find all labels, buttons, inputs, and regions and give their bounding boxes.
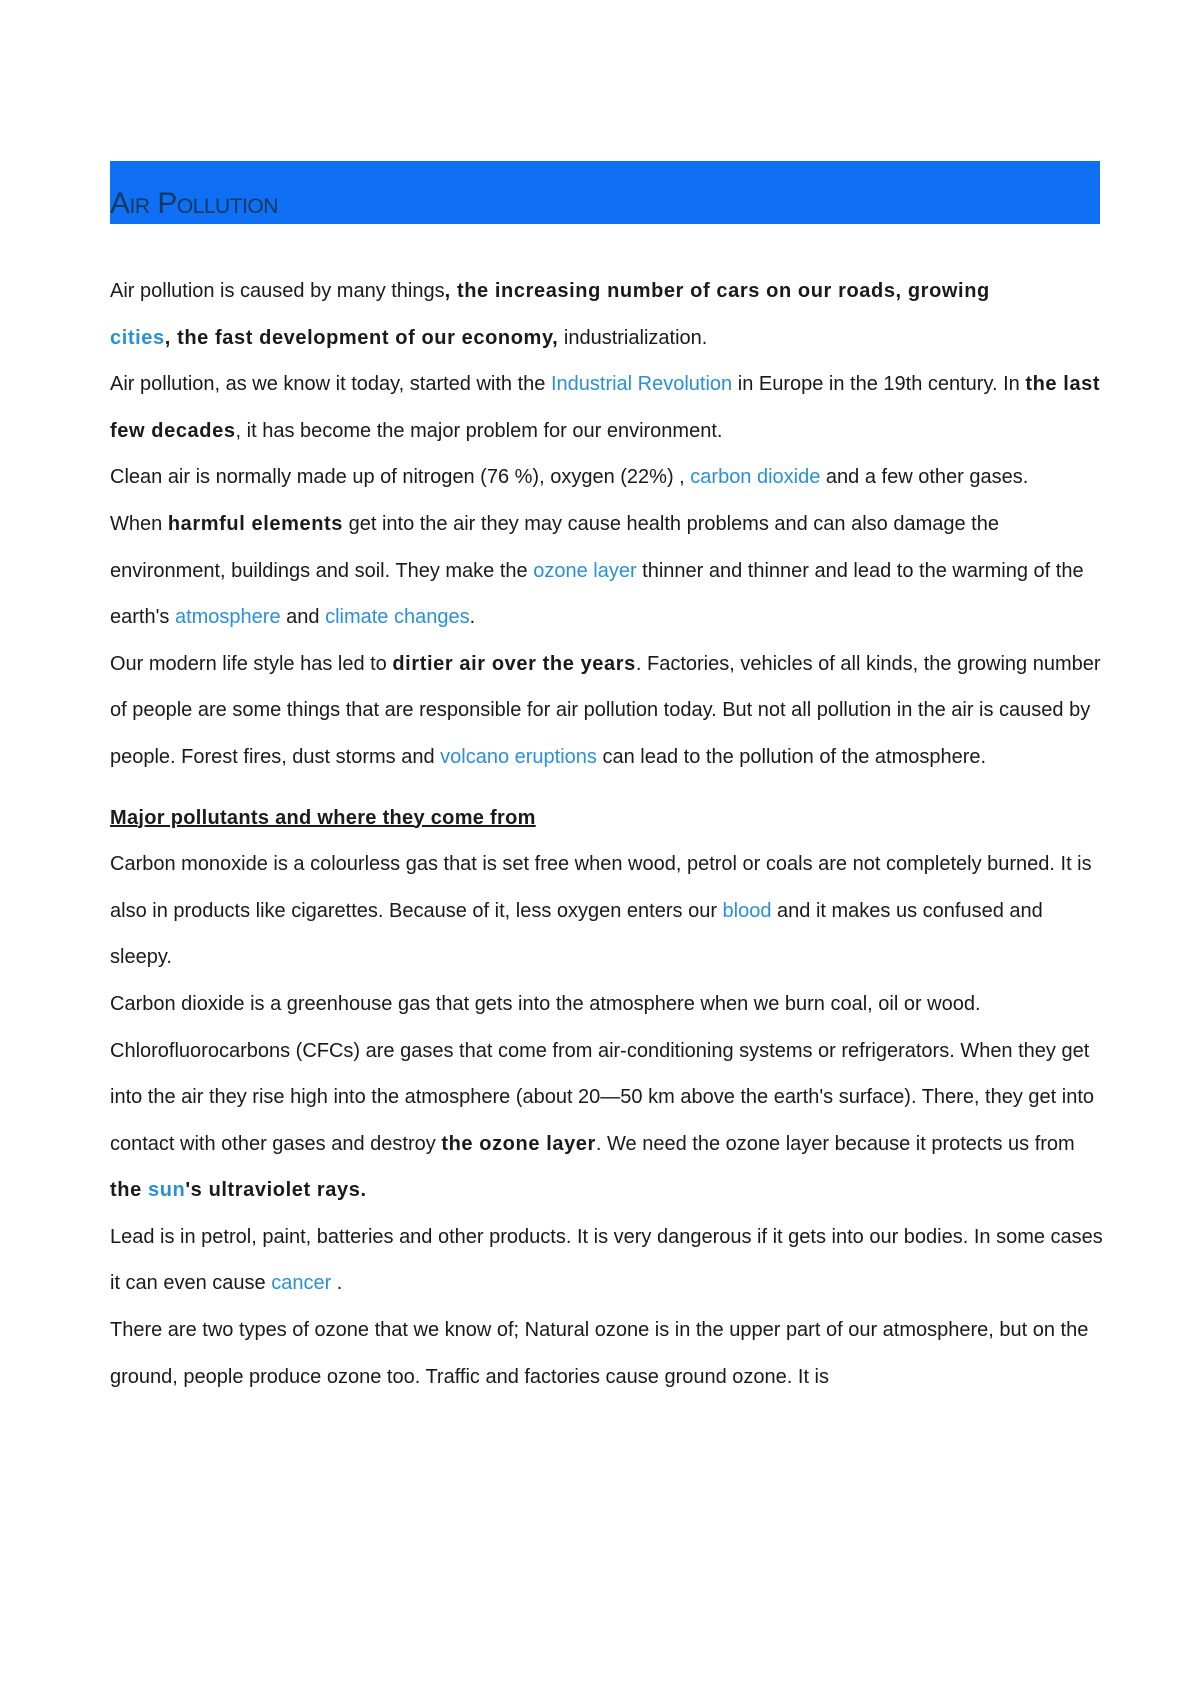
keyword-link-volcano-eruptions[interactable]: volcano eruptions	[440, 745, 597, 768]
keyword-link-climate-changes[interactable]: climate changes	[325, 606, 470, 629]
keyword-link-cities[interactable]: cities	[110, 326, 165, 349]
text-span: .	[331, 1272, 343, 1295]
bold-text: the	[110, 1179, 148, 1202]
bold-text: , the fast development of our economy,	[164, 326, 559, 349]
keyword-link-carbon-dioxide[interactable]: carbon dioxide	[690, 466, 821, 489]
text-span: .	[469, 606, 476, 629]
bold-text: the ozone layer	[441, 1132, 596, 1155]
title-bar	[110, 161, 1100, 224]
text-span: Air pollution, as we know it today, started with the	[110, 373, 551, 396]
text-span: When	[110, 512, 168, 535]
bold-text: 's ultraviolet rays.	[185, 1179, 367, 1202]
text-span: Our modern life style has led to	[110, 652, 393, 675]
paragraph-carbon-dioxide: Carbon dioxide is a greenhouse gas that gets into the atmosphere when we burn coal, oil or wood.	[110, 992, 981, 1015]
keyword-link-sun[interactable]: sun	[147, 1179, 186, 1202]
paragraph-ozone-types: There are two types of ozone that we know of; Natural ozone is in the upper part of our atmosphere, but on the ground, people produce ozone too. Traffic and factories cause ground ozone. It is	[110, 1319, 1089, 1388]
text-span: and	[280, 606, 326, 629]
paragraph-carbon-monoxide	[110, 841, 1106, 981]
text-span: Lead is in petrol, paint, batteries and other products. It is very dangerous if it gets into our bodies. In some cases it can even cause	[110, 1225, 1103, 1295]
paragraph-modern-life	[110, 641, 1106, 781]
text-span: . Factories, vehicles of all kinds, the growing number of people are some things that are responsible for air pollution today. But not all pollution in the air is caused by people. Forest fires, dust storms and	[110, 652, 1101, 768]
paragraph-history	[110, 361, 1106, 454]
text-span: thinner and thinner and lead to the warming of the earth's	[110, 559, 1084, 629]
text-span: in Europe in the 19th century. In	[732, 373, 1026, 396]
text-span: and a few other gases.	[820, 466, 1029, 489]
paragraph-clean-air	[110, 454, 1106, 501]
text-span: can lead to the pollution of the atmosphere.	[596, 745, 987, 768]
text-span: industrialization.	[558, 326, 708, 349]
text-span: Carbon monoxide is a colourless gas that is set free when wood, petrol or coals are not completely burned. It is also in products like cigarettes. Because of it, less oxygen enters our	[110, 853, 1092, 922]
bold-text: , the increasing number of cars on our roads, growing	[444, 280, 990, 302]
keyword-link-atmosphere[interactable]: atmosphere	[174, 606, 281, 629]
section-heading: Major pollutants and where they come from	[110, 806, 536, 829]
bold-text: the last few decades	[110, 373, 1101, 442]
text-span: , it has become the major problem for our environment.	[235, 419, 723, 442]
paragraph-causes	[110, 268, 1106, 361]
keyword-link-industrial-revolution[interactable]: Industrial Revolution	[550, 373, 733, 396]
text-span: get into the air they may cause health problems and can also damage the environment, buildings and soil. They make the	[110, 512, 999, 582]
text-span: . We need the ozone layer because it protects us from	[595, 1132, 1075, 1155]
paragraph-harmful-elements	[110, 501, 1106, 641]
text-span: Air pollution is caused by many things	[110, 280, 445, 302]
bold-text: harmful elements	[167, 512, 344, 535]
text-span: Clean air is normally made up of nitrogen (76 %), oxygen (22%) ,	[110, 466, 691, 489]
paragraph-cfcs	[110, 1028, 1106, 1214]
text-span: and it makes us confused and sleepy.	[110, 899, 1043, 969]
bold-text: dirtier air over the years	[392, 652, 636, 675]
page-title: Air Pollution	[110, 187, 278, 220]
keyword-link-ozone-layer[interactable]: ozone layer	[533, 559, 637, 582]
keyword-link-blood[interactable]: blood	[722, 899, 772, 922]
text-span: Chlorofluorocarbons (CFCs) are gases that come from air-conditioning systems or refrigerators. When they get into the air they rise high into the atmosphere (about 20—50 km above the earth's surface). There, they get into contact with other gases and destroy	[110, 1039, 1095, 1155]
keyword-link-cancer[interactable]: cancer	[271, 1272, 332, 1295]
paragraph-lead	[110, 1214, 1106, 1307]
document-body	[110, 268, 1106, 1400]
